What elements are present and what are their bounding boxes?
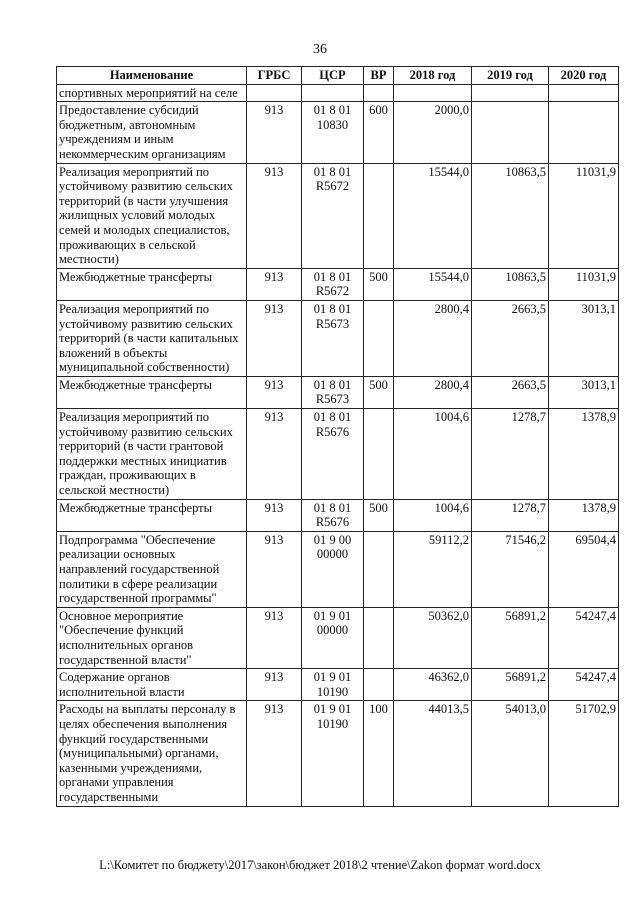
cell-2018: 15544,0	[394, 163, 472, 268]
cell-2019: 56891,2	[472, 669, 549, 701]
cell-2019: 2663,5	[472, 376, 549, 408]
cell-grbs: 913	[247, 531, 302, 607]
cell-grbs: 913	[247, 409, 302, 500]
cell-vr	[364, 84, 394, 102]
cell-csr: 01 8 01 10830	[302, 102, 364, 163]
cell-grbs: 913	[247, 499, 302, 531]
cell-vr	[364, 300, 394, 376]
cell-vr: 500	[364, 499, 394, 531]
cell-name: Межбюджетные трансферты	[57, 268, 247, 300]
cell-name: Расходы на выплаты персоналу в целях обеспечения выполнения функций государственными (муниципальными) органами, казенными учреждениями, органами управления государственными	[57, 701, 247, 806]
cell-csr: 01 8 01 R5672	[302, 268, 364, 300]
cell-2020: 1378,9	[549, 499, 619, 531]
cell-csr: 01 9 01 00000	[302, 607, 364, 668]
cell-2020	[549, 84, 619, 102]
cell-2019: 1278,7	[472, 409, 549, 500]
cell-grbs: 913	[247, 300, 302, 376]
cell-2020: 3013,1	[549, 376, 619, 408]
cell-vr	[364, 531, 394, 607]
table-row	[57, 268, 619, 300]
cell-2019: 2663,5	[472, 300, 549, 376]
cell-csr: 01 8 01 R5672	[302, 163, 364, 268]
cell-csr: 01 8 01 R5673	[302, 376, 364, 408]
column-header-name: Наименование	[57, 67, 247, 85]
cell-csr: 01 9 01 10190	[302, 701, 364, 806]
cell-2019: 10863,5	[472, 163, 549, 268]
cell-name: Реализация мероприятий по устойчивому развитию сельских территорий (в части грантовой поддержки местных инициатив граждан, проживающих в сельской местности)	[57, 409, 247, 500]
cell-2020	[549, 102, 619, 163]
cell-2019	[472, 102, 549, 163]
cell-2018	[394, 84, 472, 102]
cell-name: Основное мероприятие "Обеспечение функций исполнительных органов государственной власти"	[57, 607, 247, 668]
cell-grbs: 913	[247, 102, 302, 163]
cell-2019: 56891,2	[472, 607, 549, 668]
cell-grbs: 913	[247, 701, 302, 806]
cell-2020: 1378,9	[549, 409, 619, 500]
cell-2018: 44013,5	[394, 701, 472, 806]
table-row	[57, 300, 619, 376]
cell-2018: 15544,0	[394, 268, 472, 300]
cell-name: Межбюджетные трансферты	[57, 376, 247, 408]
table-row	[57, 84, 619, 102]
cell-vr	[364, 669, 394, 701]
cell-vr	[364, 163, 394, 268]
cell-name: Реализация мероприятий по устойчивому развитию сельских территорий (в части улучшения жилищных условий молодых семей и молодых специалистов, проживающих в сельской местности)	[57, 163, 247, 268]
cell-2019: 54013,0	[472, 701, 549, 806]
cell-2018: 59112,2	[394, 531, 472, 607]
cell-2018: 46362,0	[394, 669, 472, 701]
cell-csr: 01 8 01 R5676	[302, 499, 364, 531]
cell-csr: 01 9 01 10190	[302, 669, 364, 701]
cell-2019: 10863,5	[472, 268, 549, 300]
cell-2020: 69504,4	[549, 531, 619, 607]
budget-table	[56, 66, 619, 807]
cell-grbs	[247, 84, 302, 102]
cell-2020: 51702,9	[549, 701, 619, 806]
table-row	[57, 531, 619, 607]
cell-grbs: 913	[247, 163, 302, 268]
cell-2019: 1278,7	[472, 499, 549, 531]
table-header-row	[57, 67, 619, 85]
table-row	[57, 669, 619, 701]
cell-vr: 500	[364, 268, 394, 300]
column-header-2019: 2019 год	[472, 67, 549, 85]
cell-grbs: 913	[247, 669, 302, 701]
table-row	[57, 163, 619, 268]
column-header-2018: 2018 год	[394, 67, 472, 85]
table-row	[57, 376, 619, 408]
cell-2020: 11031,9	[549, 163, 619, 268]
cell-name: Подпрограмма "Обеспечение реализации основных направлений государственной политики в сфере реализации государственной программы"	[57, 531, 247, 607]
table-row	[57, 499, 619, 531]
cell-name: спортивных мероприятий на селе	[57, 84, 247, 102]
cell-name: Межбюджетные трансферты	[57, 499, 247, 531]
cell-2020: 11031,9	[549, 268, 619, 300]
cell-vr: 500	[364, 376, 394, 408]
table-row	[57, 607, 619, 668]
cell-vr	[364, 409, 394, 500]
cell-2020: 54247,4	[549, 669, 619, 701]
cell-grbs: 913	[247, 607, 302, 668]
cell-grbs: 913	[247, 268, 302, 300]
cell-2020: 54247,4	[549, 607, 619, 668]
cell-csr	[302, 84, 364, 102]
table-row	[57, 409, 619, 500]
cell-name: Предоставление субсидий бюджетным, автономным учреждениям и иным некоммерческим организациям	[57, 102, 247, 163]
cell-2019: 71546,2	[472, 531, 549, 607]
cell-csr: 01 9 00 00000	[302, 531, 364, 607]
table-row	[57, 701, 619, 806]
cell-grbs: 913	[247, 376, 302, 408]
cell-2018: 1004,6	[394, 409, 472, 500]
table-row	[57, 102, 619, 163]
cell-csr: 01 8 01 R5676	[302, 409, 364, 500]
footer-file-path: L:\Комитет по бюджету\2017\закон\бюджет 2018\2 чтение\Zakon формат word.docx	[99, 858, 541, 872]
cell-vr	[364, 607, 394, 668]
cell-2018: 2000,0	[394, 102, 472, 163]
page-number: 36	[313, 42, 327, 57]
column-header-2020: 2020 год	[549, 67, 619, 85]
cell-name: Содержание органов исполнительной власти	[57, 669, 247, 701]
cell-2018: 50362,0	[394, 607, 472, 668]
column-header-csr: ЦСР	[302, 67, 364, 85]
cell-2018: 2800,4	[394, 300, 472, 376]
cell-2020: 3013,1	[549, 300, 619, 376]
cell-vr: 100	[364, 701, 394, 806]
cell-2018: 2800,4	[394, 376, 472, 408]
cell-vr: 600	[364, 102, 394, 163]
column-header-grbs: ГРБС	[247, 67, 302, 85]
cell-name: Реализация мероприятий по устойчивому развитию сельских территорий (в части капитальных вложений в объекты муниципальной собственности)	[57, 300, 247, 376]
cell-2018: 1004,6	[394, 499, 472, 531]
cell-2019	[472, 84, 549, 102]
column-header-vr: ВР	[364, 67, 394, 85]
cell-csr: 01 8 01 R5673	[302, 300, 364, 376]
